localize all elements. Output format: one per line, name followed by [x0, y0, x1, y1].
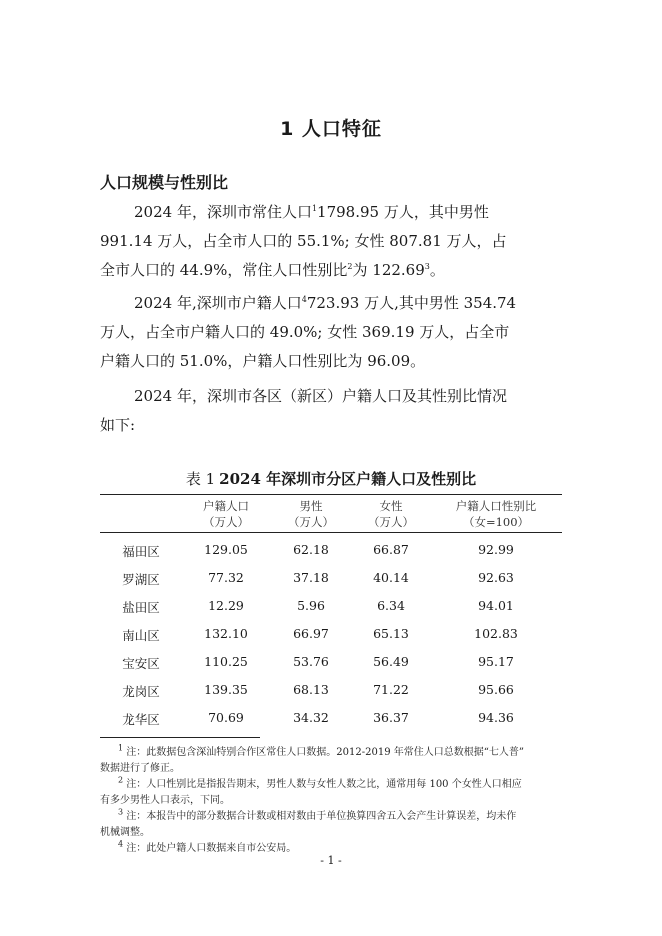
cell-ratio: 92.63 — [478, 570, 514, 585]
cell-female: 6.34 — [377, 598, 405, 613]
cell-female: 56.49 — [373, 654, 409, 669]
cell-female: 40.14 — [373, 570, 409, 585]
header-male: 男性 （万人） — [288, 499, 334, 529]
footnote-2: $^2$ 注：人口性别比是指报告期末，男性人数与女性人数之比，通常用每 100 个女性人口相应 — [118, 775, 522, 790]
cell-ratio: 95.17 — [478, 654, 514, 669]
footnote-4: $^4$ 注：此处户籍人口数据来自市公安局。 — [118, 839, 297, 854]
table-header-rule — [100, 532, 562, 533]
cell-male: 62.18 — [293, 542, 329, 557]
footnote-ref: 2 — [347, 262, 353, 271]
footnote-1-cont: 数据进行了修正。 — [100, 763, 180, 774]
cell-male: 37.18 — [293, 570, 329, 585]
cell-female: 65.13 — [373, 626, 409, 641]
paragraph-registered-population — [100, 289, 562, 376]
table-row — [100, 536, 562, 564]
cell-total: 139.35 — [204, 682, 248, 697]
table-row — [100, 620, 562, 648]
table-number: 表 1 — [185, 470, 216, 488]
paragraph-line: 户籍人口的 51.0%，户籍人口性别比为 96.09。 — [100, 352, 426, 370]
paragraph-line: 2024 年，深圳市常住人口$^1$1798.95 万人，其中男性 — [134, 203, 489, 221]
footnote-ref: 1 — [311, 204, 318, 213]
footnote-ref: 4 — [301, 295, 307, 304]
table-row — [100, 564, 562, 592]
cell-district: 盐田区 — [122, 600, 160, 615]
cell-male: 66.97 — [293, 626, 329, 641]
table-row — [100, 676, 562, 704]
cell-female: 71.22 — [373, 682, 409, 697]
paragraph-line: 如下: — [100, 416, 136, 434]
table-top-rule — [100, 494, 562, 495]
cell-total: 110.25 — [204, 654, 248, 669]
paragraph-district-intro — [100, 382, 562, 440]
cell-female: 36.37 — [373, 710, 409, 725]
paragraph-resident-population — [100, 198, 562, 285]
footnote-separator — [100, 737, 260, 738]
paragraph-line: 2024 年，深圳市各区（新区）户籍人口及其性别比情况 — [134, 387, 507, 405]
header-total: 户籍人口 （万人） — [203, 499, 249, 529]
cell-district: 罗湖区 — [122, 572, 160, 587]
cell-male: 53.76 — [293, 654, 329, 669]
cell-district: 南山区 — [122, 628, 160, 643]
section-title: 人口规模与性别比 — [100, 173, 229, 192]
footnote-3-cont: 机械调整。 — [100, 827, 150, 838]
cell-male: 68.13 — [293, 682, 329, 697]
header-female: 女性 （万人） — [368, 499, 414, 529]
table-row — [100, 704, 562, 732]
cell-male: 5.96 — [297, 598, 325, 613]
paragraph-line: 991.14 万人，占全市人口的 55.1%; 女性 807.81 万人，占 — [100, 232, 507, 250]
cell-district: 福田区 — [122, 544, 160, 559]
footnote-ref: 3 — [424, 262, 430, 271]
cell-district: 龙华区 — [122, 712, 160, 727]
cell-ratio: 94.01 — [478, 598, 514, 613]
chapter-title: 1 人口特征 — [280, 118, 382, 140]
cell-total: 70.69 — [208, 710, 244, 725]
table-row — [100, 592, 562, 620]
cell-ratio: 95.66 — [478, 682, 514, 697]
table-title: 2024 年深圳市分区户籍人口及性别比 — [219, 470, 477, 488]
footnote-1: $^1$ 注：此数据包含深汕特别合作区常住人口数据。2012-2019 年常住人口总数根据“七人普” — [118, 743, 524, 758]
cell-ratio: 102.83 — [474, 626, 518, 641]
cell-male: 34.32 — [293, 710, 329, 725]
cell-ratio: 92.99 — [478, 542, 514, 557]
table-caption — [0, 468, 662, 489]
cell-total: 77.32 — [208, 570, 244, 585]
footnote-2-cont: 有多少男性人口表示，下同。 — [100, 795, 230, 806]
footnote-3: $^3$ 注：本报告中的部分数据合计数或相对数由于单位换算四舍五入会产生计算误差，均未作 — [118, 807, 517, 822]
cell-district: 宝安区 — [122, 656, 160, 671]
table-row — [100, 648, 562, 676]
paragraph-line: 万人，占全市户籍人口的 49.0%; 女性 369.19 万人，占全市 — [100, 323, 510, 341]
footnotes — [100, 745, 562, 857]
cell-total: 12.29 — [208, 598, 244, 613]
cell-female: 66.87 — [373, 542, 409, 557]
cell-district: 龙岗区 — [122, 684, 160, 699]
header-sex-ratio: 户籍人口性别比 （女=100） — [455, 499, 537, 529]
paragraph-line: 2024 年,深圳市户籍人口$^4$723.93 万人,其中男性 354.74 — [134, 294, 517, 312]
paragraph-line: 全市人口的 44.9%，常住人口性别比$^2$为 122.69$^3$。 — [100, 261, 445, 279]
cell-total: 132.10 — [204, 626, 248, 641]
cell-total: 129.05 — [204, 542, 248, 557]
page-number: - 1 - — [320, 854, 342, 867]
cell-ratio: 94.36 — [478, 710, 514, 725]
